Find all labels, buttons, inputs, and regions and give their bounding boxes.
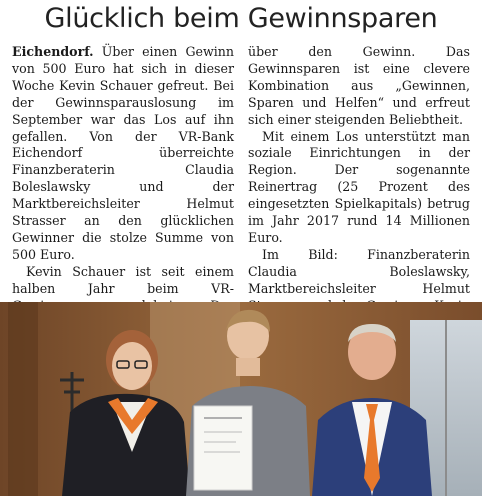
door-frame: [8, 302, 38, 496]
article-paragraph: [12, 44, 234, 264]
article-paragraph: Mit einem Los unterstützt man soziale Einrichtungen in der Region. Der sogenannte Reinertrag (25 Prozent des eingesetzten Spielkapitals) betrug im Jahr 2017 rund 14 Millionen Euro.: [248, 128, 470, 245]
article-paragraph: über den Gewinn. Das Gewinnsparen ist eine clevere Kombination aus „Gewinnen, Sparen und Helfen“ und erfreut sich einer steigenden Beliebtheit.: [248, 44, 470, 127]
article-dateline: Eichendorf.: [12, 44, 94, 59]
article-headline: Glücklich beim Gewinnsparen: [44, 3, 438, 34]
article-photo: [0, 302, 482, 496]
article-column-right: [248, 44, 470, 334]
paragraph-text: Über einen Gewinn von 500 Euro hat sich in dieser Woche Kevin Schauer gefreut. Bei der Gewinnsparauslosung im September war das Los auf ihn gefallen. Von der VR-Bank Eichendorf überreichte Finanzberaterin Claudia Boleslawsky und der Marktbereichsleiter Helmut Strasser an den glücklichen Gewinner die stolze Summe von 500 Euro.: [12, 44, 234, 262]
caption-text: Im Bild: Finanzberaterin Claudia Boleslawsky, Marktbereichsleiter Helmut: [248, 246, 470, 296]
certificate: [194, 406, 252, 490]
article-paragraph: Kevin Schauer ist seit einem halben Jahr beim VR-: [12, 263, 234, 296]
